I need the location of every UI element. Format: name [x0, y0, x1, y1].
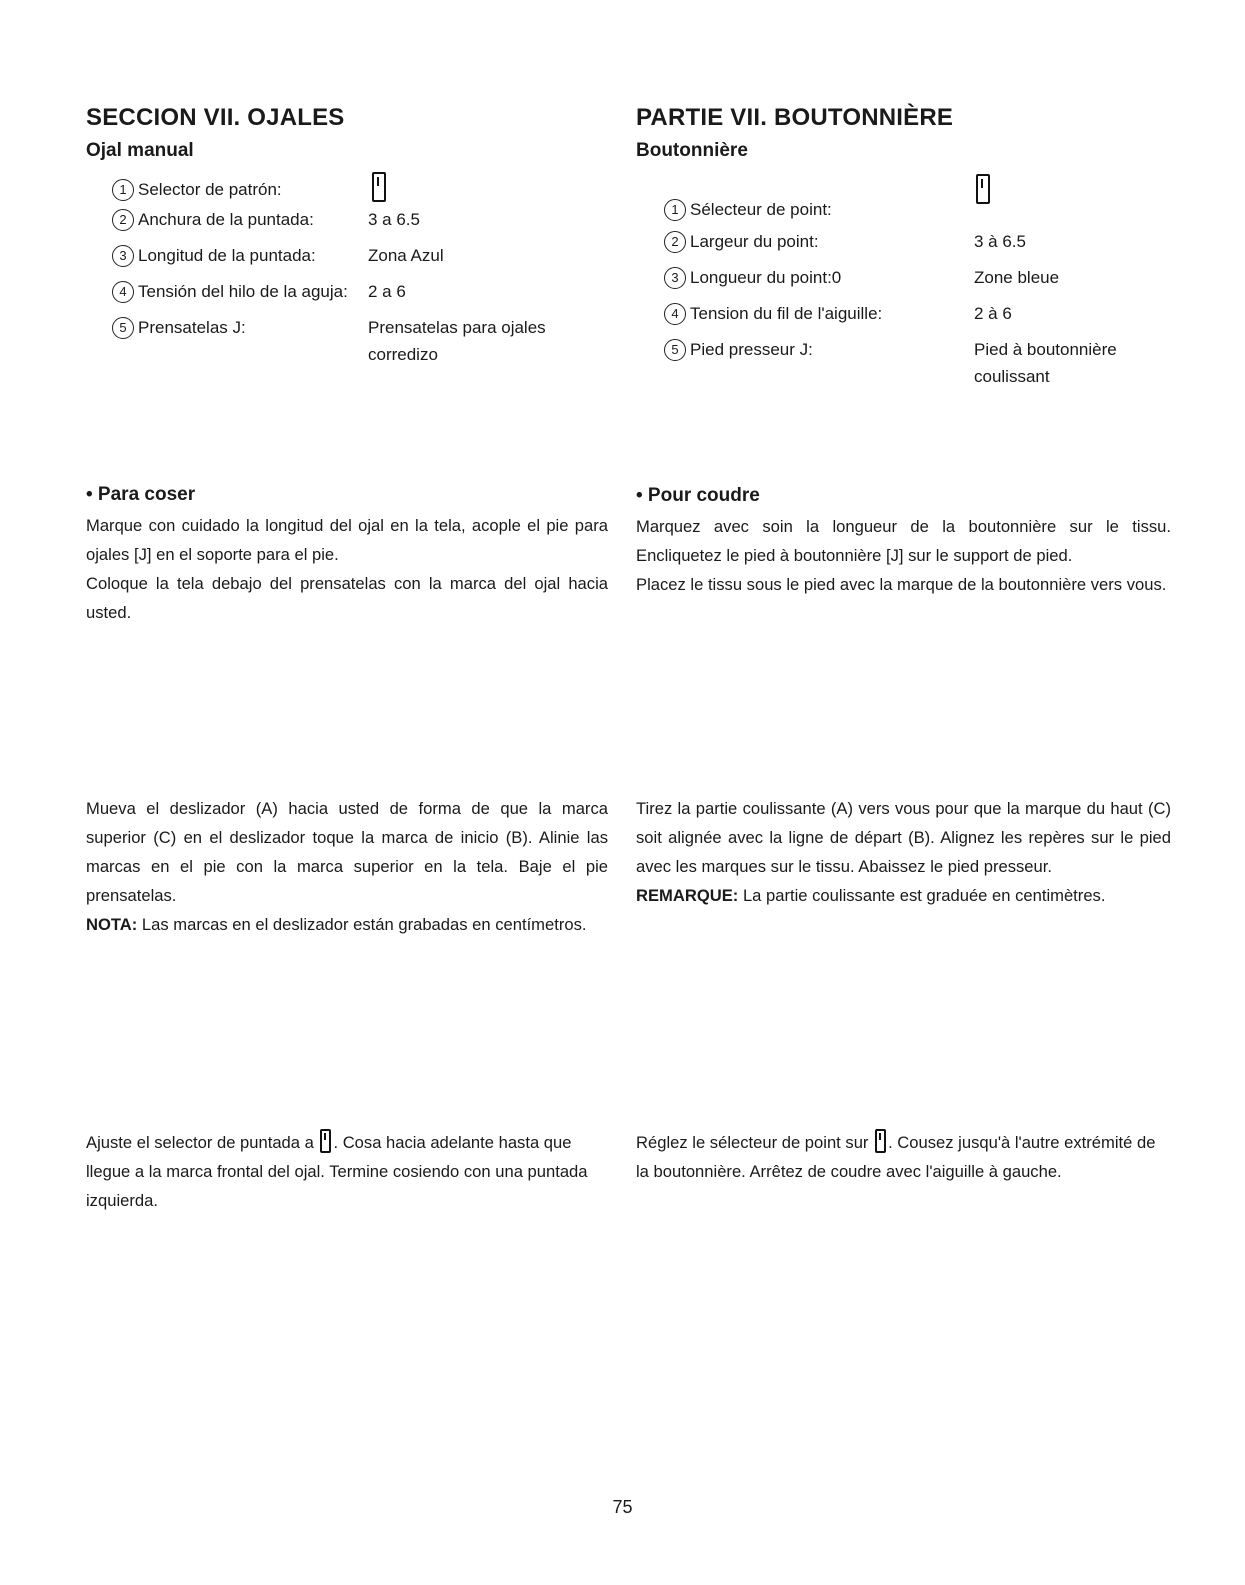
es-spec-row [112, 176, 632, 206]
fr-note [636, 881, 1171, 910]
es-note-label: NOTA: [86, 915, 138, 934]
fr-spec-label: Largeur du point: [690, 232, 819, 251]
fr-spec-row [664, 300, 1184, 336]
fr-sew-paragraph-2: Placez le tissu sous le pied avec la marque de la boutonnière vers vous. [636, 575, 1167, 594]
fr-spec-value: 3 à 6.5 [974, 232, 1026, 251]
fr-spec-value: Zone bleue [974, 268, 1060, 287]
es-sew-paragraph-1: Marque con cuidado la longitud del ojal en la tela, acople el pie para ojales [J] en el soporte para el pie. [86, 516, 608, 564]
es-adjust-after: . Cosa hacia adelante hasta que llegue a la marca frontal del ojal. Termine cosiendo con una puntada izquierda. [86, 1133, 588, 1210]
es-spec-label: Selector de patrón: [138, 180, 282, 199]
circled-number: 5 [664, 339, 686, 361]
circled-number: 2 [664, 231, 686, 253]
es-sew-paragraph-2: Coloque la tela debajo del prensatelas con la marca del ojal hacia usted. [86, 574, 608, 622]
circled-number: 2 [112, 209, 134, 231]
es-adjust-before: Ajuste el selector de puntada a [86, 1133, 319, 1152]
fr-spec-label: Sélecteur de point: [690, 200, 832, 219]
buttonhole-pattern-icon [372, 172, 386, 202]
circled-number: 5 [112, 317, 134, 339]
es-section-title: SECCION VII. OJALES [86, 104, 345, 131]
es-spec-label: Tensión del hilo de la aguja: [138, 282, 348, 301]
fr-slide-text [636, 794, 1171, 910]
es-spec-label: Prensatelas J: [138, 318, 246, 337]
fr-note-text: La partie coulissante est graduée en centimètres. [738, 886, 1106, 905]
fr-spec-row [664, 196, 1184, 228]
es-adjust-paragraph [86, 1128, 608, 1215]
fr-section-title: PARTIE VII. BOUTONNIÈRE [636, 104, 954, 131]
es-spec-value: Zona Azul [368, 246, 444, 265]
fr-spec-value: Pied à boutonnière coulissant [974, 340, 1117, 386]
fr-spec-row [664, 228, 1184, 264]
fr-spec-row [664, 336, 1184, 392]
es-sew-text [86, 511, 608, 627]
page-number: 75 [612, 1497, 633, 1517]
circled-number: 4 [664, 303, 686, 325]
es-note-text: Las marcas en el deslizador están grabadas en centímetros. [137, 915, 587, 934]
es-spec-value: 3 a 6.5 [368, 210, 420, 229]
circled-number: 1 [664, 199, 686, 221]
es-spec-row [112, 314, 632, 370]
fr-adjust-after: . Cousez jusqu'à l'autre extrémité de la boutonnière. Arrêtez de coudre avec l'aiguille à gauche. [636, 1133, 1156, 1181]
circled-number: 3 [664, 267, 686, 289]
fr-spec-value: 2 à 6 [974, 304, 1012, 323]
es-spec-row [112, 206, 632, 242]
es-spec-value: 2 a 6 [368, 282, 406, 301]
es-spec-label: Longitud de la puntada: [138, 246, 316, 265]
fr-slide-paragraph: Tirez la partie coulissante (A) vers vous pour que la marque du haut (C) soit alignée avec la ligne de départ (B). Alignez les repères sur le pied avec les marques sur le tissu. Abaissez le pied presseur. [636, 799, 1171, 876]
es-spec-list [112, 176, 632, 370]
circled-number: 1 [112, 179, 134, 201]
es-spec-label: Anchura de la puntada: [138, 210, 314, 229]
fr-note-label: REMARQUE: [636, 886, 739, 905]
es-sew-heading: • Para coser [86, 484, 196, 505]
es-spec-value: Prensatelas para ojales corredizo [368, 318, 546, 364]
fr-adjust-paragraph [636, 1128, 1171, 1186]
buttonhole-pattern-icon [320, 1129, 331, 1153]
fr-sew-text [636, 512, 1171, 599]
es-subtitle: Ojal manual [86, 140, 194, 161]
buttonhole-pattern-icon [875, 1129, 886, 1153]
fr-spec-label: Tension du fil de l'aiguille: [690, 304, 883, 323]
circled-number: 4 [112, 281, 134, 303]
circled-number: 3 [112, 245, 134, 267]
buttonhole-pattern-icon [976, 174, 990, 204]
es-note [86, 910, 608, 939]
es-slide-paragraph: Mueva el deslizador (A) hacia usted de forma de que la marca superior (C) en el deslizador toque la marca de inicio (B). Alinie las marcas en el pie con la marca superior en la tela. Baje el pie prensatelas. [86, 799, 608, 905]
fr-spec-label: Pied presseur J: [690, 340, 813, 359]
es-spec-row [112, 242, 632, 278]
fr-subtitle: Boutonnière [636, 140, 748, 161]
es-slide-text [86, 794, 608, 939]
fr-spec-row [664, 264, 1184, 300]
fr-spec-list [664, 196, 1184, 392]
fr-sew-paragraph-1: Marquez avec soin la longueur de la boutonnière sur le tissu. Encliquetez le pied à boutonnière [J] sur le support de pied. [636, 517, 1171, 565]
es-spec-row [112, 278, 632, 314]
fr-spec-label: Longueur du point:0 [690, 268, 842, 287]
fr-adjust-before: Réglez le sélecteur de point sur [636, 1133, 874, 1152]
fr-sew-heading: • Pour coudre [636, 485, 760, 506]
